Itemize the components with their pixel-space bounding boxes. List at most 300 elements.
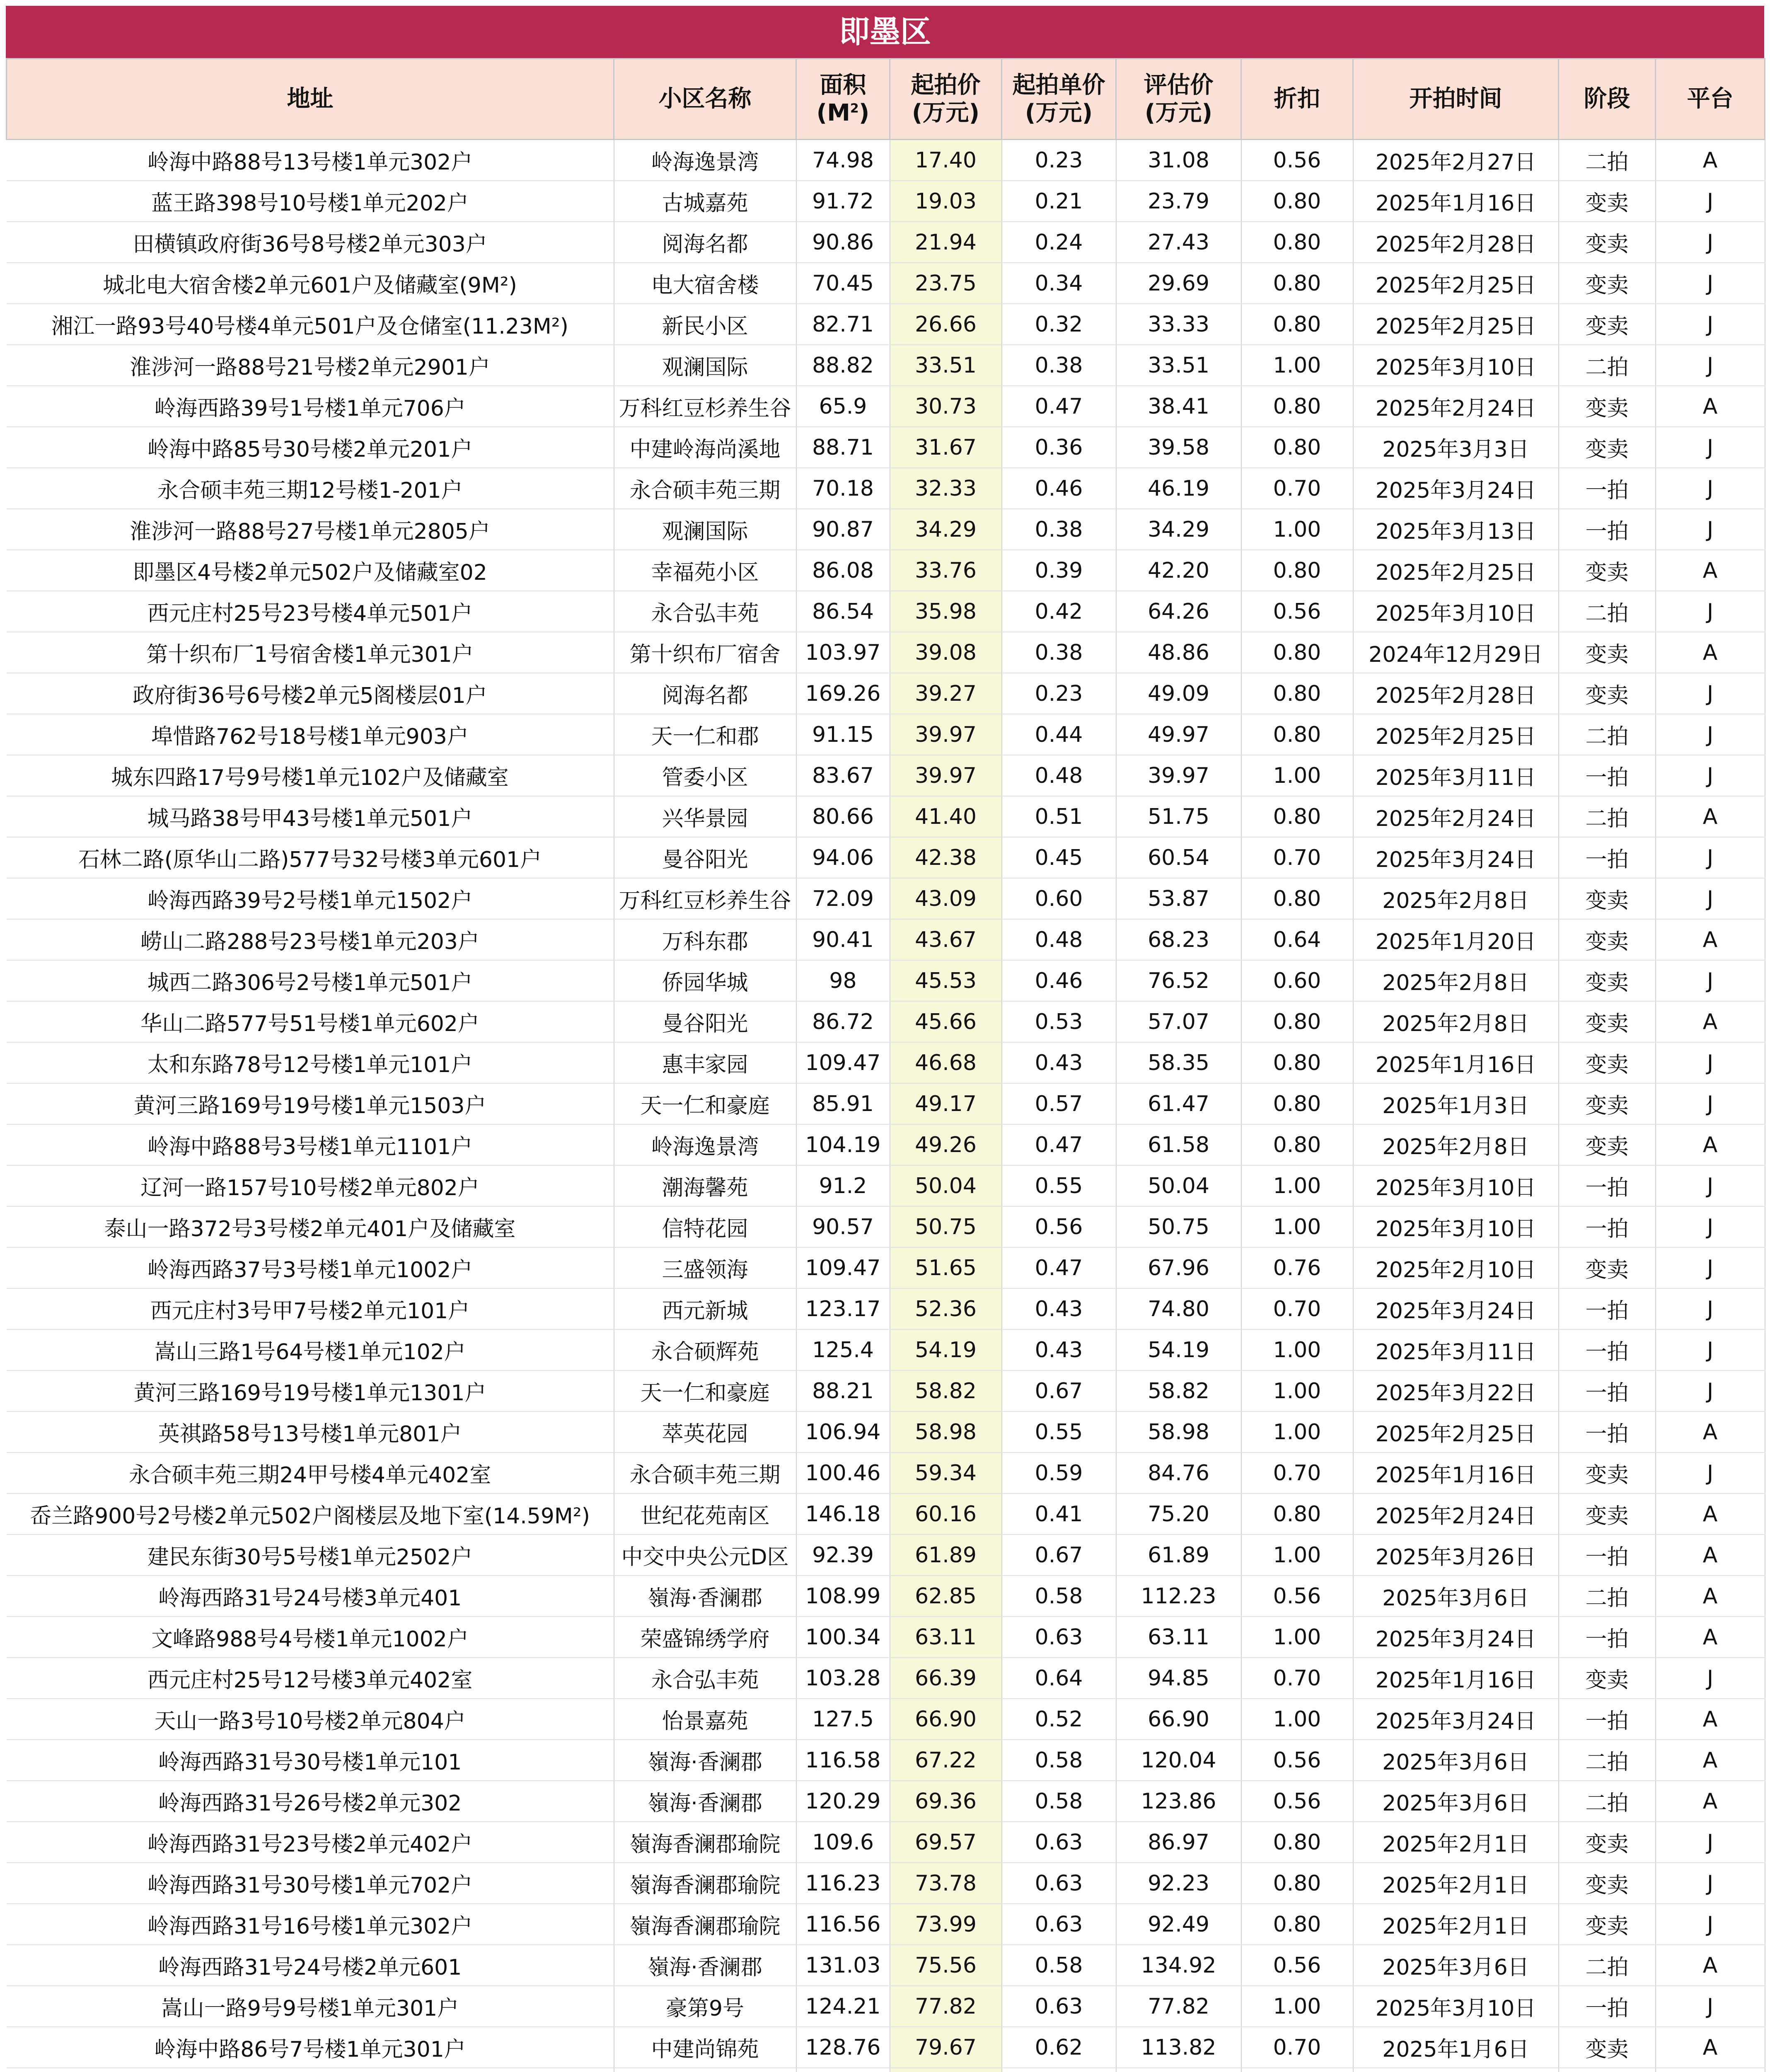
cell-discount: 0.70 <box>1241 468 1353 509</box>
cell-appraisal: 60.54 <box>1116 837 1241 878</box>
cell-address: 埠惜路762号18号楼1单元903户 <box>7 714 614 755</box>
cell-community: 古城嘉苑 <box>614 181 796 222</box>
cell-unit-price: 0.34 <box>1002 263 1116 304</box>
cell-start-price: 62.85 <box>890 1576 1002 1617</box>
cell-platform: J <box>1656 1247 1765 1288</box>
cell-platform: J <box>1656 1165 1765 1206</box>
cell-start-price: 59.34 <box>890 1452 1002 1493</box>
cell-stage: 变卖 <box>1559 1247 1656 1288</box>
table-row <box>7 1535 1765 1576</box>
cell-platform: A <box>1656 1493 1765 1535</box>
table-row <box>7 755 1765 796</box>
cell-platform: J <box>1656 1370 1765 1411</box>
table-row <box>7 1329 1765 1370</box>
cell-address: 岭海西路39号1号楼1单元706户 <box>7 386 614 427</box>
cell-address: 嵩山三路1号64号楼1单元102户 <box>7 1329 614 1370</box>
cell-platform: J <box>1656 1986 1765 2027</box>
cell-unit-price: 0.32 <box>1002 304 1116 345</box>
cell-unit-price: 0.39 <box>1002 550 1116 591</box>
cell-platform: J <box>1656 714 1765 755</box>
cell-start-time: 2025年2月24日 <box>1353 796 1559 837</box>
table-row <box>7 1370 1765 1411</box>
cell-address: 永合硕丰苑三期24甲号楼4单元402室 <box>7 1452 614 1493</box>
cell-unit-price: 0.63 <box>1002 1822 1116 1863</box>
cell-stage: 二拍 <box>1559 1781 1656 1822</box>
header-start-time: 开拍时间 <box>1353 59 1559 140</box>
cell-unit-price: 0.47 <box>1002 1124 1116 1165</box>
cell-start-price: 66.39 <box>890 1658 1002 1699</box>
cell-address: 黄河三路169号19号楼1单元1301户 <box>7 1370 614 1411</box>
cell-stage: 一拍 <box>1559 1370 1656 1411</box>
cell-address: 蓝王路398号10号楼1单元202户 <box>7 181 614 222</box>
cell-stage: 变卖 <box>1559 1822 1656 1863</box>
header-appraisal-unit: (万元) <box>1144 99 1213 126</box>
cell-discount: 0.56 <box>1241 1781 1353 1822</box>
cell-community: 曼谷阳光 <box>614 837 796 878</box>
cell-discount: 1.00 <box>1241 345 1353 386</box>
cell-unit-price: 0.51 <box>1002 796 1116 837</box>
cell-start-price: 79.67 <box>890 2027 1002 2068</box>
cell-community: 惠丰家园 <box>614 1042 796 1083</box>
cell-address: 西元庄村25号23号楼4单元501户 <box>7 591 614 632</box>
cell-start-price: 58.82 <box>890 1370 1002 1411</box>
table-row <box>7 837 1765 878</box>
cell-discount: 1.00 <box>1241 1370 1353 1411</box>
cell-community: 嶺海·香澜郡 <box>614 1781 796 1822</box>
cell-stage: 变卖 <box>1559 181 1656 222</box>
cell-community: 嶺海·香澜郡 <box>614 1740 796 1781</box>
cell-community: 万科东郡 <box>614 919 796 960</box>
cell-start-time: 2025年3月22日 <box>1353 1370 1559 1411</box>
cell-area: 108.99 <box>796 1576 890 1617</box>
cell-start-price: 42.38 <box>890 837 1002 878</box>
cell-community: 兴华景园 <box>614 796 796 837</box>
cell-appraisal: 49.09 <box>1116 673 1241 714</box>
cell-unit-price: 0.63 <box>1002 1863 1116 1904</box>
cell-start-price: 33.76 <box>890 550 1002 591</box>
cell-appraisal: 31.08 <box>1116 140 1241 181</box>
cell-appraisal: 86.97 <box>1116 1822 1241 1863</box>
cell-unit-price: 0.62 <box>1002 2027 1116 2068</box>
table-row <box>7 140 1765 181</box>
cell-start-time: 2025年2月25日 <box>1353 304 1559 345</box>
cell-start-time: 2025年2月24日 <box>1353 1493 1559 1535</box>
cell-start-price: 41.40 <box>890 796 1002 837</box>
cell-community: 荣盛锦绣学府 <box>614 1617 796 1658</box>
cell-address: 湘江一路93号40号楼4单元501户及仓储室(11.23M²) <box>7 304 614 345</box>
header-start-price-unit: (万元) <box>912 99 980 126</box>
cell-platform: J <box>1656 427 1765 468</box>
cell-community: 岭海逸景湾 <box>614 140 796 181</box>
cell-address: 岭海西路31号24号楼3单元401 <box>7 1576 614 1617</box>
cell-address: 石林二路(原华山二路)577号32号楼3单元601户 <box>7 837 614 878</box>
table-row <box>7 1042 1765 1083</box>
cell-community: 永合弘丰苑 <box>614 1658 796 1699</box>
cell-appraisal: 39.58 <box>1116 427 1241 468</box>
cell-unit-price: 0.57 <box>1002 1083 1116 1124</box>
cell-area: 85.91 <box>796 1083 890 1124</box>
cell-start-time: 2025年3月24日 <box>1353 1288 1559 1329</box>
cell-start-time: 2025年1月6日 <box>1353 2027 1559 2068</box>
cell-unit-price: 0.41 <box>1002 1493 1116 1535</box>
cell-discount: 1.00 <box>1241 509 1353 550</box>
cell-discount: 1.00 <box>1241 1165 1353 1206</box>
cell-community: 侨园华城 <box>614 960 796 1001</box>
cell-community: 嶺海·香澜郡 <box>614 1576 796 1617</box>
cell-area: 94.06 <box>796 837 890 878</box>
cell-address: 岭海西路39号2号楼1单元1502户 <box>7 878 614 919</box>
cell-address: 岭海西路31号16号楼1单元302户 <box>7 1904 614 1945</box>
cell-discount: 0.80 <box>1241 878 1353 919</box>
cell-appraisal: 94.85 <box>1116 1658 1241 1699</box>
cell-appraisal: 38.41 <box>1116 386 1241 427</box>
cell-unit-price: 0.55 <box>1002 1411 1116 1452</box>
cell-appraisal: 48.86 <box>1116 632 1241 673</box>
table-row <box>7 591 1765 632</box>
cell-address: 城马路38号甲43号楼1单元501户 <box>7 796 614 837</box>
cell-community: 信特花园 <box>614 1206 796 1247</box>
header-area-label: 面积 <box>820 71 866 99</box>
cell-area: 91.72 <box>796 181 890 222</box>
cell-appraisal: 123.86 <box>1116 1781 1241 1822</box>
cell-area: 72.09 <box>796 878 890 919</box>
table-row <box>7 960 1765 1001</box>
cell-address: 岭海中路88号3号楼1单元1101户 <box>7 1124 614 1165</box>
cell-stage: 二拍 <box>1559 345 1656 386</box>
table-row <box>7 1165 1765 1206</box>
cell-appraisal: 29.69 <box>1116 263 1241 304</box>
cell-address: 建民东街30号5号楼1单元2502户 <box>7 1535 614 1576</box>
cell-start-price: 23.75 <box>890 263 1002 304</box>
cell-appraisal: 54.19 <box>1116 1329 1241 1370</box>
cell-platform: J <box>1656 1904 1765 1945</box>
cell-start-price: 51.65 <box>890 1247 1002 1288</box>
cell-stage: 一拍 <box>1559 1535 1656 1576</box>
cell-start-time: 2025年3月10日 <box>1353 345 1559 386</box>
cell-community: 观澜国际 <box>614 345 796 386</box>
cell-stage: 一拍 <box>1559 1986 1656 2027</box>
cell-start-price: 39.97 <box>890 755 1002 796</box>
cell-area: 116.56 <box>796 1904 890 1945</box>
cell-area: 125.4 <box>796 1329 890 1370</box>
cell-appraisal: 33.51 <box>1116 345 1241 386</box>
cell-start-price: 73.99 <box>890 1904 1002 1945</box>
cell-start-price: 30.73 <box>890 386 1002 427</box>
cell-platform: J <box>1656 837 1765 878</box>
cell-community: 嶺海香澜郡瑜院 <box>614 1822 796 1863</box>
cell-area: 100.34 <box>796 1617 890 1658</box>
cell-community: 嶺海·香澜郡 <box>614 1945 796 1986</box>
cell-community: 三盛领海 <box>614 1247 796 1288</box>
cell-start-time: 2025年3月13日 <box>1353 509 1559 550</box>
cell-stage: 一拍 <box>1559 1165 1656 1206</box>
cell-address: 岭海中路85号30号楼2单元201户 <box>7 427 614 468</box>
table-row <box>7 1247 1765 1288</box>
cell-start-price: 39.97 <box>890 714 1002 755</box>
cell-community: 永合弘丰苑 <box>614 591 796 632</box>
cell-community: 万科红豆杉养生谷 <box>614 386 796 427</box>
cell-platform: J <box>1656 181 1765 222</box>
cell-unit-price: 0.53 <box>1002 1001 1116 1042</box>
header-unit-price-label: 起拍单价 <box>1012 71 1105 99</box>
cell-area: 98 <box>796 960 890 1001</box>
cell-start-time: 2025年3月6日 <box>1353 1576 1559 1617</box>
cell-unit-price: 0.67 <box>1002 1535 1116 1576</box>
cell-unit-price: 0.46 <box>1002 468 1116 509</box>
cell-start-time: 2025年3月10日 <box>1353 1165 1559 1206</box>
cell-platform: A <box>1656 550 1765 591</box>
cell-start-price: 45.53 <box>890 960 1002 1001</box>
cell-platform: J <box>1656 1206 1765 1247</box>
cell-unit-price: 0.63 <box>1002 1986 1116 2027</box>
cell-platform: J <box>1656 1863 1765 1904</box>
cell-area: 80.66 <box>796 796 890 837</box>
cell-discount: 0.80 <box>1241 263 1353 304</box>
cell-platform: J <box>1656 468 1765 509</box>
cell-discount: 1.00 <box>1241 755 1353 796</box>
cell-start-time: 2025年1月16日 <box>1353 1658 1559 1699</box>
cell-start-time: 2025年3月10日 <box>1353 591 1559 632</box>
cell-unit-price: 0.23 <box>1002 673 1116 714</box>
cell-area: 127.5 <box>796 1699 890 1740</box>
cell-stage: 二拍 <box>1559 140 1656 181</box>
cell-start-time: 2024年12月29日 <box>1353 632 1559 673</box>
cell-stage: 二拍 <box>1559 591 1656 632</box>
table-row <box>7 796 1765 837</box>
cell-area: 90.57 <box>796 1206 890 1247</box>
cell-community: 第十织布厂宿舍 <box>614 632 796 673</box>
cell-unit-price: 0.38 <box>1002 509 1116 550</box>
table-row <box>7 673 1765 714</box>
cell-start-price: 58.98 <box>890 1411 1002 1452</box>
cell-start-price: 45.66 <box>890 1001 1002 1042</box>
header-community: 小区名称 <box>614 59 796 140</box>
table-row <box>7 1001 1765 1042</box>
cell-appraisal: 113.82 <box>1116 2027 1241 2068</box>
cell-platform: A <box>1656 796 1765 837</box>
cell-area: 103.28 <box>796 1658 890 1699</box>
cell-area: 88.82 <box>796 345 890 386</box>
cell-address: 岭海西路31号30号楼1单元702户 <box>7 1863 614 1904</box>
cell-platform: A <box>1656 1001 1765 1042</box>
cell-appraisal: 74.80 <box>1116 1288 1241 1329</box>
cell-start-time: 2025年2月1日 <box>1353 1863 1559 1904</box>
cell-area: 120.29 <box>796 1781 890 1822</box>
cell-discount: 0.80 <box>1241 386 1353 427</box>
cell-start-price: 54.19 <box>890 1329 1002 1370</box>
cell-area: 92.39 <box>796 1535 890 1576</box>
cell-unit-price: 0.55 <box>1002 1165 1116 1206</box>
cell-start-price: 21.94 <box>890 222 1002 263</box>
cell-start-time: 2025年3月24日 <box>1353 1617 1559 1658</box>
header-start-price-label: 起拍价 <box>911 71 981 99</box>
cell-start-time: 2025年1月3日 <box>1353 1083 1559 1124</box>
cell-address: 岭海西路31号23号楼2单元402户 <box>7 1822 614 1863</box>
header-row <box>7 59 1765 140</box>
cell-discount: 0.70 <box>1241 2027 1353 2068</box>
cell-start-price: 33.51 <box>890 345 1002 386</box>
cell-unit-price: 0.47 <box>1002 1247 1116 1288</box>
header-area <box>796 59 890 140</box>
cell-start-time: 2025年2月25日 <box>1353 550 1559 591</box>
cell-area: 70.45 <box>796 263 890 304</box>
cell-platform: A <box>1656 919 1765 960</box>
cell-stage: 二拍 <box>1559 796 1656 837</box>
cell-platform: A <box>1656 1411 1765 1452</box>
cell-unit-price: 0.21 <box>1002 181 1116 222</box>
cell-discount: 0.60 <box>1241 960 1353 1001</box>
cell-address: 城东四路17号9号楼1单元102户及储藏室 <box>7 755 614 796</box>
cell-start-price: 32.33 <box>890 468 1002 509</box>
cell-start-price: 43.67 <box>890 919 1002 960</box>
cell-unit-price: 0.48 <box>1002 919 1116 960</box>
table-row <box>7 1206 1765 1247</box>
cell-area: 124.21 <box>796 1986 890 2027</box>
cell-community: 嶺海香澜郡瑜院 <box>614 1904 796 1945</box>
cell-community: 新民小区 <box>614 304 796 345</box>
cell-unit-price: 0.60 <box>1002 878 1116 919</box>
cell-start-price: 35.98 <box>890 591 1002 632</box>
cell-area: 116.23 <box>796 1863 890 1904</box>
cell-area: 83.67 <box>796 755 890 796</box>
cell-unit-price: 0.24 <box>1002 222 1116 263</box>
cell-start-price: 43.09 <box>890 878 1002 919</box>
cell-start-time: 2025年2月8日 <box>1353 1001 1559 1042</box>
cell-start-price: 73.78 <box>890 1863 1002 1904</box>
cell-appraisal: 39.97 <box>1116 755 1241 796</box>
cell-platform: A <box>1656 1781 1765 1822</box>
cell-platform: A <box>1656 1617 1765 1658</box>
cell-unit-price: 0.63 <box>1002 1617 1116 1658</box>
cell-community: 世纪花苑南区 <box>614 1493 796 1535</box>
header-unit-price-unit: (万元) <box>1025 99 1093 126</box>
cell-address: 辽河一路157号10号楼2单元802户 <box>7 1165 614 1206</box>
cell-stage: 变卖 <box>1559 632 1656 673</box>
table-row <box>7 1863 1765 1904</box>
cell-unit-price: 0.56 <box>1002 1206 1116 1247</box>
cell-start-time: 2025年2月28日 <box>1353 673 1559 714</box>
cell-stage: 变卖 <box>1559 222 1656 263</box>
cell-address: 永合硕丰苑三期12号楼1-201户 <box>7 468 614 509</box>
cell-area: 82.71 <box>796 304 890 345</box>
table-row <box>7 1083 1765 1124</box>
cell-community: 嶺海香澜郡瑜院 <box>614 1863 796 1904</box>
cell-start-time: 2025年2月8日 <box>1353 878 1559 919</box>
table-row <box>7 468 1765 509</box>
cell-platform: J <box>1656 263 1765 304</box>
cell-unit-price: 0.64 <box>1002 1658 1116 1699</box>
cell-community: 中建尚锦苑 <box>614 2027 796 2068</box>
table-row <box>7 345 1765 386</box>
cell-start-time: 2025年1月16日 <box>1353 181 1559 222</box>
cell-start-price: 60.16 <box>890 1493 1002 1535</box>
cell-stage: 二拍 <box>1559 1945 1656 1986</box>
cell-appraisal: 50.04 <box>1116 1165 1241 1206</box>
cell-start-time: 2025年3月6日 <box>1353 1781 1559 1822</box>
cell-stage <box>1559 2068 1656 2072</box>
cell-start-price: 31.67 <box>890 427 1002 468</box>
cell-start-time: 2025年2月1日 <box>1353 1904 1559 1945</box>
cell-start-time: 2025年2月8日 <box>1353 960 1559 1001</box>
cell-start-price: 34.29 <box>890 509 1002 550</box>
cell-appraisal: 34.29 <box>1116 509 1241 550</box>
table-row <box>7 2068 1765 2072</box>
header-appraisal <box>1116 59 1241 140</box>
cell-appraisal: 66.90 <box>1116 1699 1241 1740</box>
cell-start-time: 2025年2月28日 <box>1353 222 1559 263</box>
cell-address: 泰山一路372号3号楼2单元401户及储藏室 <box>7 1206 614 1247</box>
cell-start-time: 2025年2月10日 <box>1353 1247 1559 1288</box>
cell-community: 岭海逸景湾 <box>614 1124 796 1165</box>
auction-table <box>6 58 1765 2072</box>
cell-area: 91.2 <box>796 1165 890 1206</box>
cell-discount: 0.80 <box>1241 673 1353 714</box>
header-address: 地址 <box>7 59 614 140</box>
cell-stage: 变卖 <box>1559 386 1656 427</box>
cell-start-time: 2025年2月25日 <box>1353 714 1559 755</box>
cell-stage: 变卖 <box>1559 550 1656 591</box>
cell-discount: 0.80 <box>1241 632 1353 673</box>
cell-community: 天一仁和豪庭 <box>614 1083 796 1124</box>
cell-area: 86.54 <box>796 591 890 632</box>
table-row <box>7 1945 1765 1986</box>
cell-start-time: 2025年3月26日 <box>1353 1535 1559 1576</box>
table-row <box>7 1576 1765 1617</box>
cell-unit-price <box>1002 2068 1116 2072</box>
table-row <box>7 222 1765 263</box>
cell-address: 英祺路58号13号楼1单元801户 <box>7 1411 614 1452</box>
cell-community: 曼谷阳光 <box>614 1001 796 1042</box>
cell-stage: 变卖 <box>1559 878 1656 919</box>
cell-community <box>614 2068 796 2072</box>
cell-platform: A <box>1656 1576 1765 1617</box>
cell-unit-price: 0.43 <box>1002 1288 1116 1329</box>
cell-stage: 一拍 <box>1559 1288 1656 1329</box>
cell-discount: 0.56 <box>1241 1945 1353 1986</box>
cell-start-price: 63.11 <box>890 1617 1002 1658</box>
cell-appraisal: 134.92 <box>1116 1945 1241 1986</box>
cell-stage: 变卖 <box>1559 1452 1656 1493</box>
cell-unit-price: 0.42 <box>1002 591 1116 632</box>
cell-discount: 1.00 <box>1241 1986 1353 2027</box>
cell-discount: 0.80 <box>1241 1822 1353 1863</box>
cell-discount: 0.70 <box>1241 837 1353 878</box>
cell-appraisal: 33.33 <box>1116 304 1241 345</box>
table-row <box>7 1904 1765 1945</box>
cell-address: 岭海西路31号24号楼2单元601 <box>7 1945 614 1986</box>
cell-start-time: 2025年3月6日 <box>1353 1740 1559 1781</box>
cell-unit-price: 0.38 <box>1002 632 1116 673</box>
cell-platform: J <box>1656 1822 1765 1863</box>
table-row <box>7 1822 1765 1863</box>
cell-start-time: 2025年3月24日 <box>1353 468 1559 509</box>
cell-address: 城北电大宿舍楼2单元601户及储藏室(9M²) <box>7 263 614 304</box>
table-row <box>7 427 1765 468</box>
cell-discount: 0.56 <box>1241 1576 1353 1617</box>
cell-start-time: 2025年3月10日 <box>1353 1986 1559 2027</box>
cell-stage: 变卖 <box>1559 1658 1656 1699</box>
cell-appraisal: 76.52 <box>1116 960 1241 1001</box>
cell-appraisal <box>1116 2068 1241 2072</box>
cell-appraisal: 49.97 <box>1116 714 1241 755</box>
table-row <box>7 1411 1765 1452</box>
header-discount: 折扣 <box>1241 59 1353 140</box>
cell-unit-price: 0.63 <box>1002 1904 1116 1945</box>
cell-community: 永合硕丰苑三期 <box>614 1452 796 1493</box>
cell-start-time: 2025年3月3日 <box>1353 427 1559 468</box>
cell-unit-price: 0.43 <box>1002 1329 1116 1370</box>
cell-unit-price: 0.59 <box>1002 1452 1116 1493</box>
